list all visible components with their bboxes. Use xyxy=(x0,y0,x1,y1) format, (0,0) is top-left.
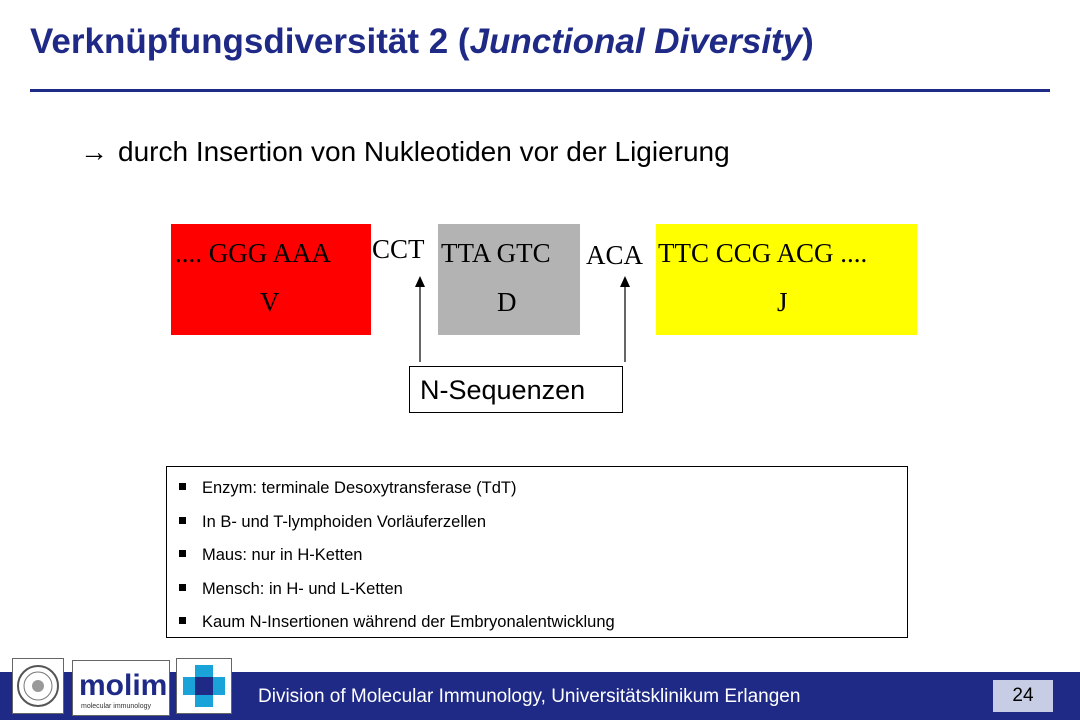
n1-sequence: CCT xyxy=(372,234,425,264)
n-sequences-box: N-Sequenzen xyxy=(409,366,623,413)
list-item: Maus: nur in H-Ketten xyxy=(179,545,615,579)
logo-subtext: molecular immunology xyxy=(81,703,152,710)
v-label: V xyxy=(260,287,280,317)
d-sequence: TTA GTC xyxy=(441,238,551,268)
list-item: In B- und T-lymphoiden Vorläuferzellen xyxy=(179,512,615,546)
v-sequence: .... GGG AAA xyxy=(175,238,332,268)
list-item: Enzym: terminale Desoxytransferase (TdT) xyxy=(179,478,615,512)
list-item: Kaum N-Insertionen während der Embryonalentwicklung xyxy=(179,612,615,646)
d-label: D xyxy=(497,287,517,317)
title-main: Verknüpfungsdiversität 2 ( xyxy=(30,22,470,61)
square-bullet-icon xyxy=(179,584,186,591)
info-box xyxy=(166,466,908,638)
medical-cross-logo xyxy=(176,658,232,714)
title-close: ) xyxy=(802,22,814,61)
n2-sequence: ACA xyxy=(586,240,644,270)
j-sequence: TTC CCG ACG .... xyxy=(658,238,868,268)
title-italic: Junctional Diversity xyxy=(469,22,803,61)
arrow-head-cct xyxy=(415,276,425,287)
molim-logo xyxy=(72,660,170,716)
arrow-head-aca xyxy=(620,276,630,287)
square-bullet-icon xyxy=(179,617,186,624)
square-bullet-icon xyxy=(179,517,186,524)
page-number: 24 xyxy=(993,680,1053,712)
university-seal-logo xyxy=(12,658,64,714)
square-bullet-icon xyxy=(179,483,186,490)
logo-text: molim xyxy=(79,669,168,702)
footer-text: Division of Molecular Immunology, Universitätsklinikum Erlangen xyxy=(258,686,801,707)
right-arrow-icon: → xyxy=(80,136,108,167)
square-bullet-icon xyxy=(179,550,186,557)
subtitle-text: durch Insertion von Nukleotiden vor der Ligierung xyxy=(118,136,730,167)
info-list xyxy=(179,478,615,646)
j-label: J xyxy=(777,287,788,317)
list-item: Mensch: in H- und L-Ketten xyxy=(179,579,615,613)
